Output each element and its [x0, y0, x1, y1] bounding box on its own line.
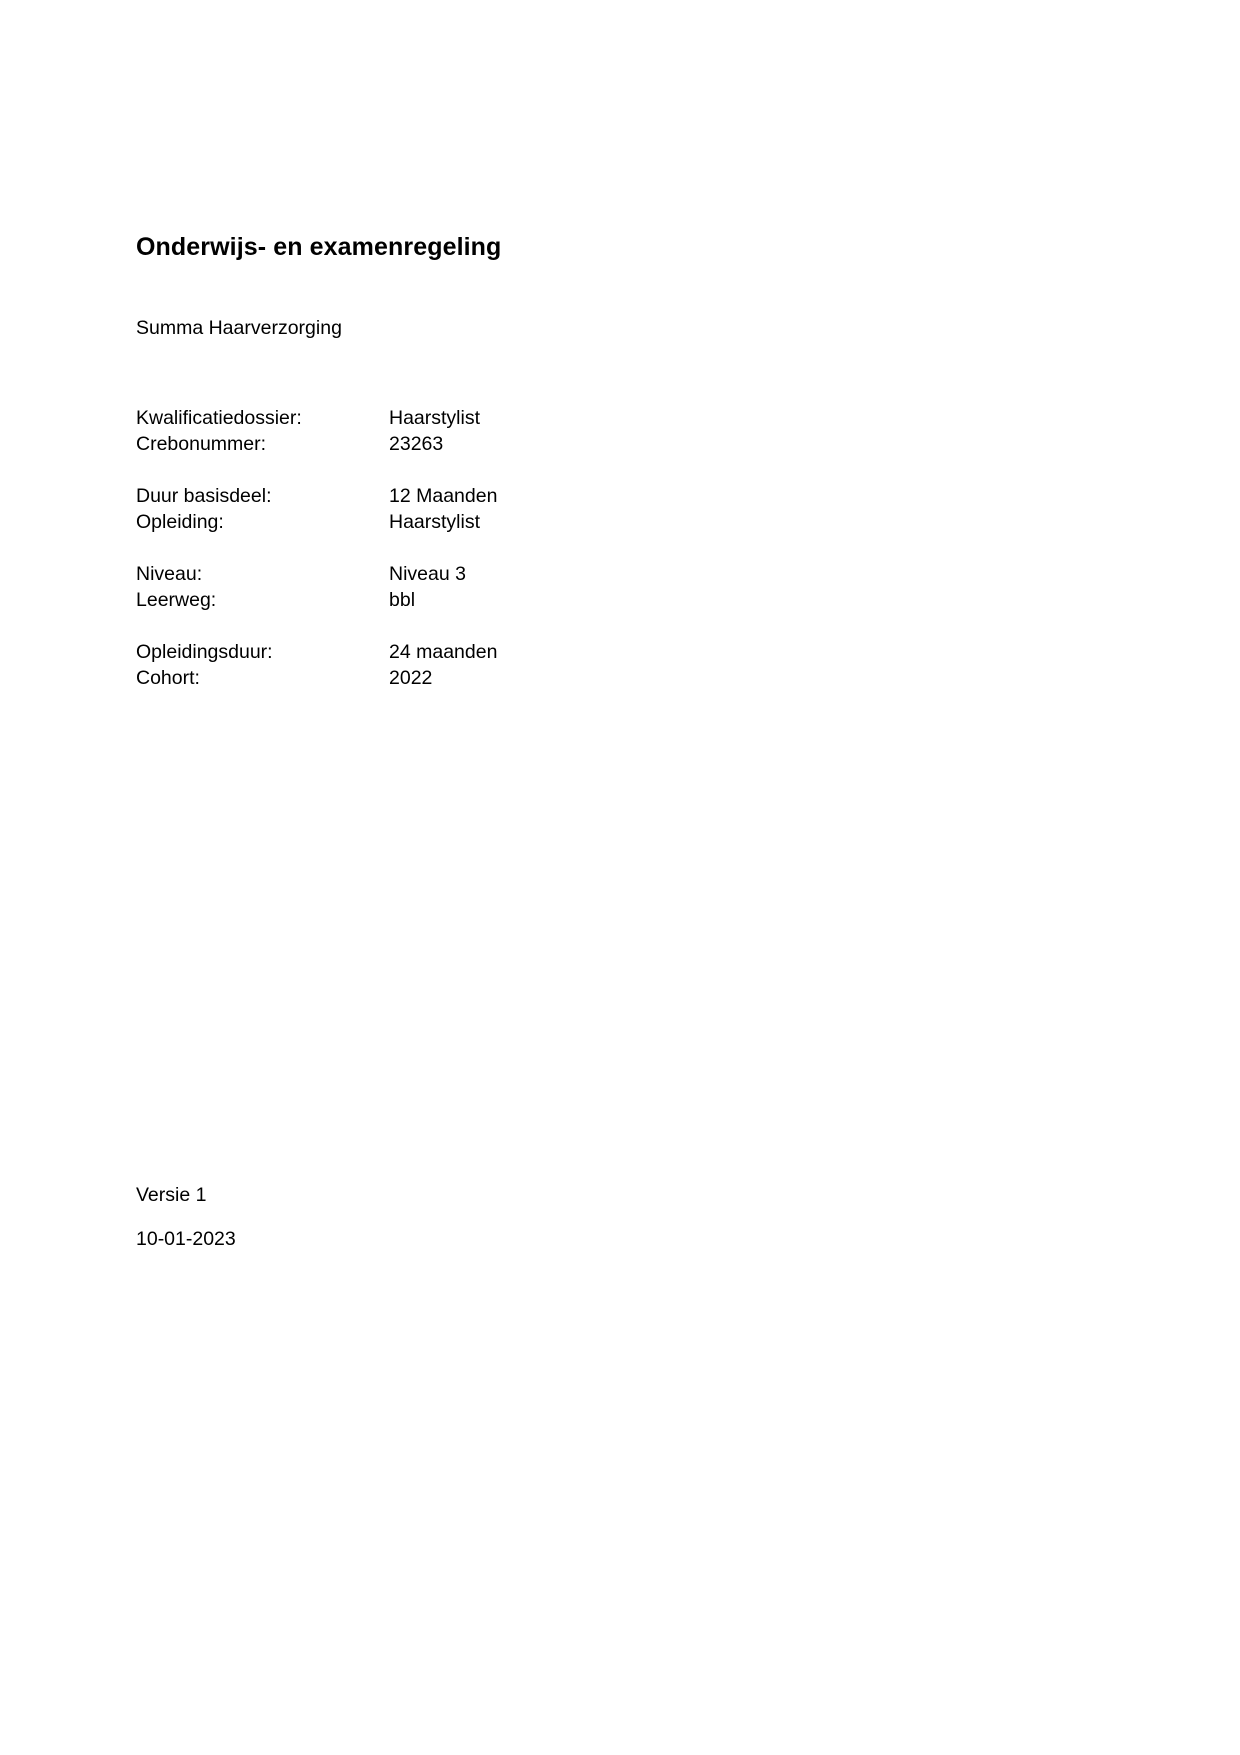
metadata-label: Opleidingsduur: — [136, 641, 273, 663]
metadata-value: 12 Maanden — [389, 485, 498, 507]
metadata-value: Haarstylist — [389, 511, 481, 533]
metadata-row — [136, 431, 836, 457]
metadata-label: Duur basisdeel: — [136, 485, 272, 507]
organisation-name: Summa Haarverzorging — [136, 317, 342, 339]
metadata-value: 24 maanden — [389, 641, 498, 663]
metadata-row — [136, 509, 836, 535]
metadata-label: Niveau: — [136, 563, 203, 585]
date-label: 10-01-2023 — [136, 1228, 236, 1250]
metadata-group — [136, 639, 836, 691]
metadata-row — [136, 587, 836, 613]
metadata-group — [136, 561, 836, 613]
metadata-value: Haarstylist — [389, 407, 481, 429]
metadata-row — [136, 561, 836, 587]
metadata-value: bbl — [389, 589, 416, 611]
metadata-label: Leerweg: — [136, 589, 217, 611]
metadata-row — [136, 665, 836, 691]
metadata-row — [136, 405, 836, 431]
metadata-row — [136, 639, 836, 665]
metadata-label: Kwalificatiedossier: — [136, 407, 302, 429]
version-label: Versie 1 — [136, 1184, 207, 1206]
metadata-value: 2022 — [389, 667, 433, 689]
metadata-value: Niveau 3 — [389, 563, 466, 585]
metadata-block — [136, 405, 836, 717]
metadata-group — [136, 405, 836, 457]
metadata-label: Crebonummer: — [136, 433, 267, 455]
page-title: Onderwijs- en examenregeling — [136, 232, 502, 261]
metadata-label: Opleiding: — [136, 511, 224, 533]
metadata-value: 23263 — [389, 433, 444, 455]
metadata-label: Cohort: — [136, 667, 200, 689]
metadata-row — [136, 483, 836, 509]
metadata-group — [136, 483, 836, 535]
